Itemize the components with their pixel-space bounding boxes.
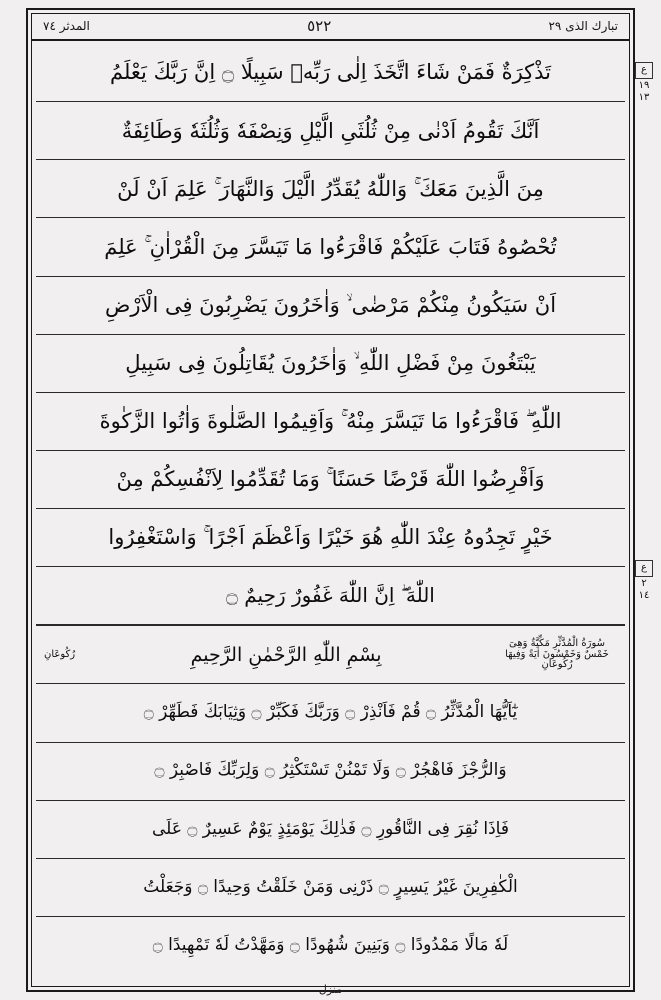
ayah-line: [36, 743, 625, 801]
ayah-text: فَاِذَا نُقِرَ فِى النَّاقُورِ ۝ فَذٰلِكَ يَوْمَئِذٍ يَوْمٌ عَسِيرٌ ۝ عَلَى: [152, 818, 509, 839]
ayah-line: [36, 451, 625, 509]
sura-header-right-label: سُورَةُ الْمُدَّثِّرِ مَكِّيَّةٌ وَهِىَ خَمْسٌ وَخَمْسُونَ اٰيَةً وَفِيهَا رُكُوعَانِ: [505, 638, 609, 671]
ayah-text: وَالرُّجْزَ فَاهْجُرْ ۝ وَلَا تَمْنُنْ تَسْتَكْثِرُ ۝ وَلِرَبِّكَ فَاصْبِرْ ۝: [154, 760, 507, 781]
margin-marker-top-num1: ١٩: [638, 79, 650, 91]
margin-marker-top-num2: ١٣: [638, 92, 650, 103]
ayah-line: [36, 277, 625, 335]
ayah-line: [36, 160, 625, 218]
ayah-text: اَنَّكَ تَقُومُ اَدْنٰى مِنْ ثُلُثَىِ الَّيْلِ وَنِصْفَهٗ وَثُلُثَهٗ وَطَائِفَةٌ: [121, 118, 540, 143]
basmala-text: بِسْمِ اللّٰهِ الرَّحْمٰنِ الرَّحِيمِ: [190, 643, 382, 666]
ayah-line: [36, 509, 625, 567]
ayah-text: خَيْرٍ تَجِدُوهُ عِنْدَ اللّٰهِ هُوَ خَيْرًا وَاَعْظَمَ اَجْرًا ۚ وَاسْتَغْفِرُوا: [108, 525, 553, 550]
ayah-line: [36, 393, 625, 451]
ayah-line: [36, 567, 625, 625]
ayah-line: [36, 801, 625, 859]
ayah-text: اللّٰهِ ۖ فَاقْرَءُوا مَا تَيَسَّرَ مِنْهُ ۚ وَاَقِيمُوا الصَّلٰوةَ وَاٰتُوا الزَّكٰوةَ: [99, 409, 562, 434]
ayah-line: [36, 218, 625, 276]
margin-marker-middle-num2: ١٤: [638, 590, 650, 601]
ayah-text: الْكٰفِرِينَ غَيْرُ يَسِيرٍ ۝ ذَرْنِى وَمَنْ خَلَقْتُ وَحِيدًا ۝ وَجَعَلْتُ: [143, 876, 518, 897]
ayah-text: لَهٗ مَالًا مَمْدُودًا ۝ وَبَنِينَ شُهُودًا ۝ وَمَهَّدْتُ لَهٗ تَمْهِيدًا ۝: [152, 934, 509, 955]
page-header: [31, 13, 630, 41]
margin-marker-middle-ruku: ع: [635, 560, 653, 577]
margin-marker-top-ruku: ع: [635, 62, 653, 79]
ayah-text: وَاَقْرِضُوا اللّٰهَ قَرْضًا حَسَنًا ۚ وَمَا تُقَدِّمُوا لِاَنْفُسِكُمْ مِنْ: [116, 467, 545, 492]
ayah-line: [36, 859, 625, 917]
ayah-text: اللّٰهَ ۖ اِنَّ اللّٰهَ غَفُورٌ رَحِيمٌ ۝: [226, 583, 435, 608]
ayah-text: يٰٓاَيُّهَا الْمُدَّثِّرُ ۝ قُمْ فَاَنْذِرْ ۝ وَرَبَّكَ فَكَبِّرْ ۝ وَثِيَابَكَ فَطَهِّرْ ۝: [143, 702, 518, 723]
header-juz-label: تبارك الذى ٢٩: [548, 19, 618, 33]
text-body: [36, 44, 625, 974]
ayah-line: [36, 684, 625, 742]
ayah-text: تَذْكِرَةٌ فَمَنْ شَاءَ اتَّخَذَ اِلٰى رَبِّهٖ سَبِيلًا ۝ اِنَّ رَبَّكَ يَعْلَمُ: [109, 60, 552, 85]
sura-header-band: [36, 625, 625, 684]
sura-header-left-label: رُكُوعَانِ: [44, 648, 76, 660]
ayah-line: [36, 102, 625, 160]
page-footer: منزل: [318, 983, 343, 996]
ayah-text: اَنْ سَيَكُونُ مِنْكُمْ مَرْضٰى ۙ وَاٰخَرُونَ يَضْرِبُونَ فِى الْاَرْضِ: [104, 292, 557, 317]
ayah-text: تُحْصُوهُ فَتَابَ عَلَيْكُمْ فَاقْرَءُوا مَا تَيَسَّرَ مِنَ الْقُرْاٰنِ ۚ عَلِمَ: [104, 234, 557, 259]
margin-marker-top: [635, 62, 653, 105]
ayah-line: [36, 335, 625, 393]
ayah-line: [36, 917, 625, 974]
ayah-text: يَبْتَغُونَ مِنْ فَضْلِ اللّٰهِ ۙ وَاٰخَرُونَ يُقَاتِلُونَ فِى سَبِيلِ: [125, 351, 536, 376]
header-sura-label: المدثر ٧٤: [43, 19, 90, 33]
ayah-line: [36, 44, 625, 102]
margin-marker-middle-num1: ٢: [641, 577, 647, 589]
ayah-text: مِنَ الَّذِينَ مَعَكَ ۚ وَاللّٰهُ يُقَدِّرُ الَّيْلَ وَالنَّهَارَ ۚ عَلِمَ اَنْ لَنْ: [117, 176, 544, 201]
page-number: ٥٢٢: [307, 17, 332, 35]
margin-marker-middle: [635, 560, 653, 603]
